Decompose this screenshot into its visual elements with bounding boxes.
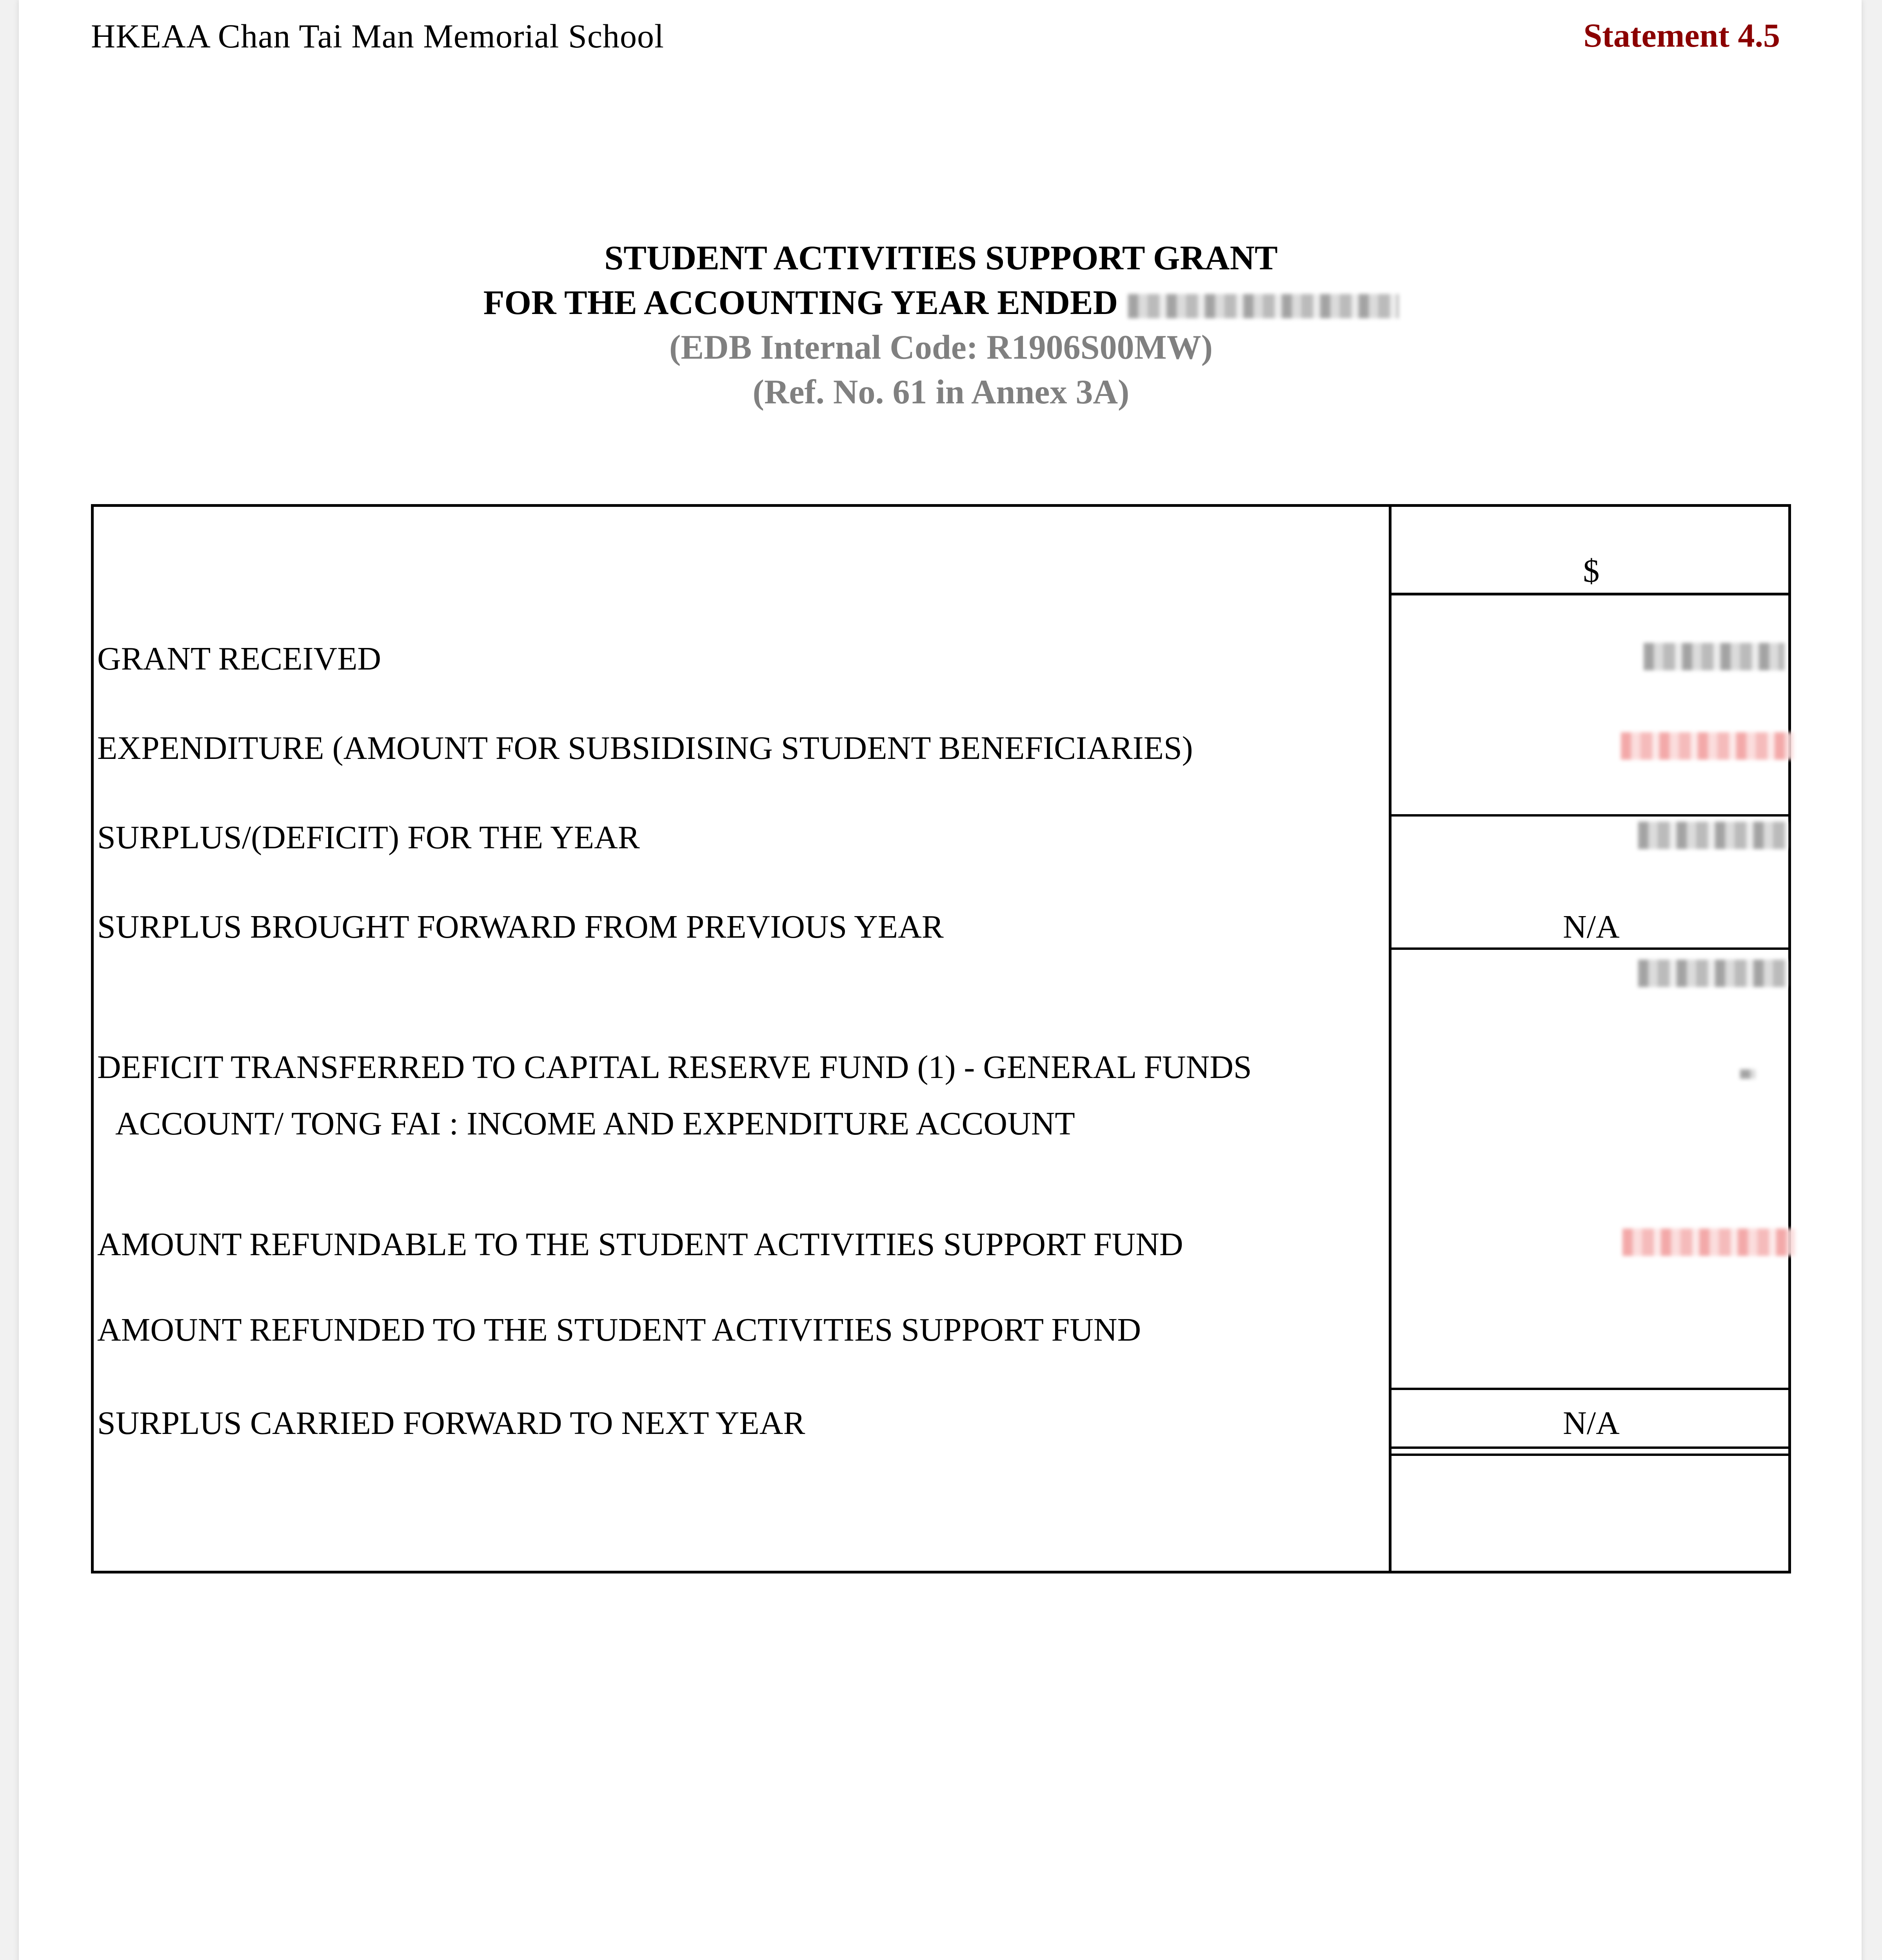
row-label-deficit-transferred-cont: ACCOUNT/ TONG FAI : INCOME AND EXPENDITURE ACCOUNT [115,1105,1075,1142]
title-grant: STUDENT ACTIVITIES SUPPORT GRANT [604,239,1278,277]
row-label-surplus-deficit: SURPLUS/(DEFICIT) FOR THE YEAR [97,819,640,856]
rule-subtotal-1 [1392,814,1791,817]
redacted-surplus-deficit [1638,822,1787,849]
redacted-amount-refundable [1622,1229,1795,1256]
redacted-grant-received [1644,643,1785,670]
rule-double-2 [1392,1454,1791,1456]
statement-number: Statement 4.5 [1583,16,1780,54]
value-surplus-carried-forward: N/A [1563,1405,1620,1441]
title-accounting-year-text: FOR THE ACCOUNTING YEAR ENDED [483,284,1118,322]
row-label-deficit-transferred: DEFICIT TRANSFERRED TO CAPITAL RESERVE FUND (1) - GENERAL FUNDS [97,1049,1252,1085]
row-label-surplus-brought-forward: SURPLUS BROUGHT FORWARD FROM PREVIOUS YEAR [97,909,944,945]
rule-double-1 [1392,1446,1791,1449]
redacted-deficit-transferred [1740,1069,1756,1079]
row-label-grant-received: GRANT RECEIVED [97,641,381,677]
currency-header: $ [1583,553,1600,589]
row-label-surplus-carried-forward: SURPLUS CARRIED FORWARD TO NEXT YEAR [97,1405,805,1441]
redacted-expenditure [1621,732,1793,760]
rule-subtotal-2 [1392,947,1791,950]
rule-under-currency [1392,593,1791,595]
row-label-amount-refunded: AMOUNT REFUNDED TO THE STUDENT ACTIVITIES SUPPORT FUND [97,1312,1141,1348]
rule-subtotal-3 [1392,1388,1791,1390]
title-accounting-year [0,283,1882,323]
edb-internal-code: (EDB Internal Code: R1906S00MW) [669,328,1213,367]
school-name: HKEAA Chan Tai Man Memorial School [91,17,664,55]
row-label-expenditure: EXPENDITURE (AMOUNT FOR SUBSIDISING STUDENT BENEFICIARIES) [97,730,1193,766]
redacted-subtotal [1638,960,1787,987]
row-label-amount-refundable: AMOUNT REFUNDABLE TO THE STUDENT ACTIVITIES SUPPORT FUND [97,1226,1183,1263]
annex-reference: (Ref. No. 61 in Annex 3A) [752,373,1130,411]
table-column-divider [1389,504,1392,1573]
value-surplus-brought-forward: N/A [1563,909,1620,945]
redacted-date [1128,294,1399,318]
